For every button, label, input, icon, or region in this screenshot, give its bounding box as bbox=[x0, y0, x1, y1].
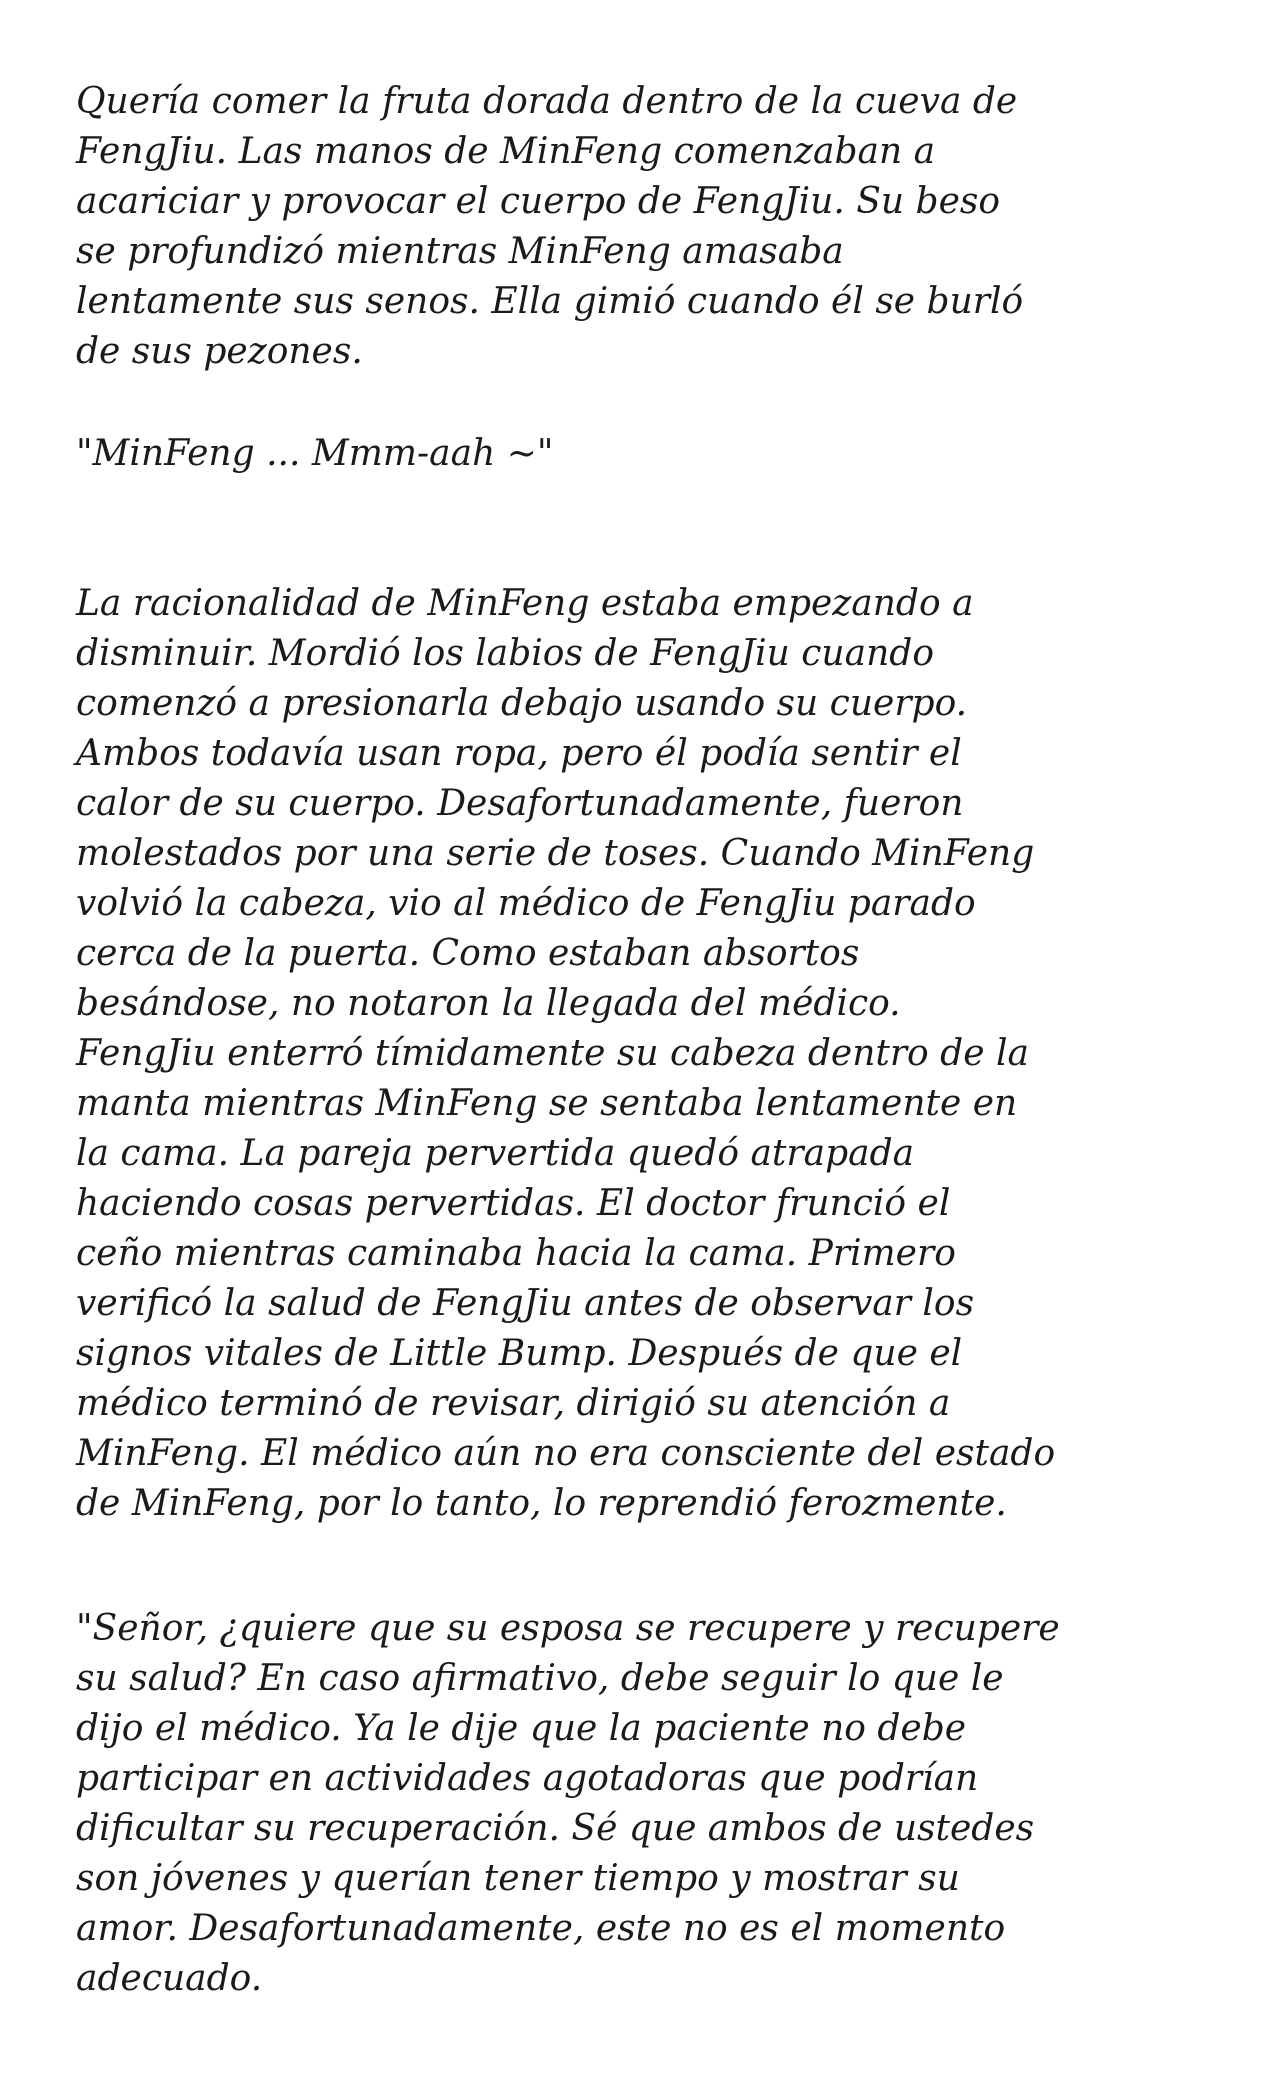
paragraph-3: La racionalidad de MinFeng estaba empezando a disminuir. Mordió los labios de FengJiu cuando comenzó a presionarla debajo usando su cuerpo. Ambos todavía usan ropa, pero él podía sentir el calor de su cuerpo. Desafortunadamente, fueron molestados por una serie de toses. Cuando MinFeng volvió la cabeza, vio al médico de FengJiu parado cerca de la puerta. Como estaban absortos besándose, no notaron la llegada del médico. FengJiu enterró tímidamente su cabeza dentro de la manta mientras MinFeng se sentaba lentamente en la cama. La pareja pervertida quedó atrapada haciendo cosas pervertidas. El doctor frunció el ceño mientras caminaba hacia la cama. Primero verificó la salud de FengJiu antes de observar los signos vitales de Little Bump. Después de que el médico terminó de revisar, dirigió su atención a MinFeng. El médico aún no era consciente del estado de MinFeng, por lo tanto, lo reprendió ferozmente. bbox=[76, 583, 1056, 1524]
paragraph-2-dialogue: "MinFeng ... Mmm-aah ~" bbox=[76, 433, 554, 474]
paragraph-1: Quería comer la fruta dorada dentro de la cueva de FengJiu. Las manos de MinFeng comenzaban a acariciar y provocar el cuerpo de FengJiu. Su beso se profundizó mientras MinFeng amasaba lentamente sus senos. Ella gimió cuando él se burló de sus pezones. bbox=[76, 81, 1024, 372]
paragraph-4-dialogue: "Señor, ¿quiere que su esposa se recupere y recupere su salud? En caso afirmativo, debe seguir lo que le dijo el médico. Ya le dije que la paciente no debe participar en actividades agotadoras que podrían dificultar su recuperación. Sé que ambos de ustedes son jóvenes y querían tener tiempo y mostrar su amor. Desafortunadamente, este no es el momento adecuado. bbox=[76, 1608, 1060, 1999]
